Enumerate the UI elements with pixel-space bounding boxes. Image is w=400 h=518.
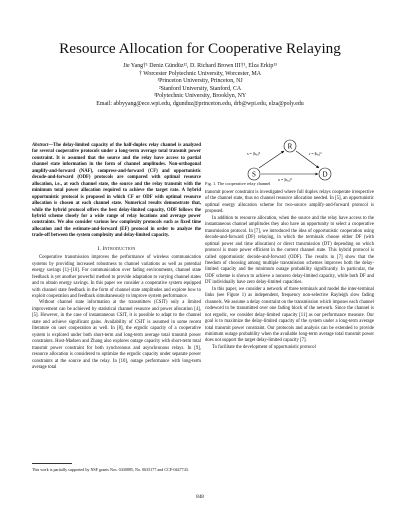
abstract — [32, 143, 201, 240]
left-column — [32, 143, 201, 371]
link-label-rd: r = |hᵣₐ|² — [309, 151, 322, 156]
paper-title: Resource Allocation for Cooperative Relaying — [59, 40, 341, 57]
cooperative-relay-figure — [205, 138, 374, 182]
relay-node-label: R — [287, 142, 293, 151]
source-node-label: S — [252, 170, 256, 179]
abstract-text: —The delay-limited capacity of the half-duplex relay channel is analyzed for several cooperative protocols under a long-term average total transmit power constraint. It is assumed that the source and the relay have access to partial channel state information in the form of channel amplitudes. Non-orthogonal amplify-and-forward (NAF), compress-and-forward (CF) and opportunistic decode-and-forward (ODF) protocols are compared with optimal resource allocation, i.e., at each channel state, the source and the relay transmit with the minimum total power allocation required to achieve the target rate. A hybrid opportunistic protocol is proposed in which CF or ODF with optimal resource allocation is chosen at each channel state. Numerical results demonstrate that, while the hybrid protocol offers the best delay-limited capacity, ODF follows the hybrid scheme closely for a wide range of relay locations and average power constraints. We also consider various low complexity protocols such as fixed time allocation and the estimate-and-forward (EF) protocol in order to analyze the trade-off between the system complexity and delay-limited capacity. — [32, 143, 201, 239]
abstract-label: Abstract — [32, 143, 49, 148]
affiliation-2: ¹Princeton University, Princeton, NJ — [157, 78, 243, 85]
author-block — [20, 63, 380, 109]
intro-paragraph: Cooperative transmission improves the performance of wireless communication systems by providing increased robustness to channel variations as well as potential energy savings [1]–[10]. For communication over fading environments, channel state feedback is yet another powerful method to provide adaptation to varying channel states and to obtain energy savings. In this paper we consider a cooperative system equipped with channel state feedback in the form of channel state amplitudes and explore how to exploit cooperation and feedback simultaneously to improve system performance. — [32, 255, 201, 299]
author-emails: Email: abbyyang@ece.wpi.edu, dgunduz@princeton.edu, drb@wpi.edu, elza@poly.edu — [96, 100, 304, 107]
link-label-sr: s = |hₛᵣ|² — [247, 151, 261, 156]
affiliation-1: † Worcester Polytechnic University, Worcester, MA — [138, 70, 262, 77]
affiliation-4: ³Polytechnic University, Brooklyn, NY — [153, 93, 247, 100]
affiliation-3: ²Stanford University, Stanford, CA — [158, 85, 242, 92]
figure-caption: Fig. 1. The cooperative relay channel — [205, 181, 271, 186]
section-heading-introduction: I. Introduction — [97, 245, 136, 252]
body-paragraph: transmit power constraint is investigated where full duplex relays cooperate irrespective of the channel state, thus no channel resource allocation needed. In [5], an opportunistic optimal energy allocation scheme for two-source amplify-and-forward protocol is proposed. — [205, 190, 374, 215]
link-label-sd: x = |hₛₐ|² — [278, 177, 292, 182]
body-paragraph: In this paper, we consider a network of three terminals and model the inter-terminal links (see Figure 1) as independent, frequency non-selective Rayleigh slow fading channels. We assume a delay constraint on the transmission which imposes each channel codeword to be transmitted over one fading block of the network. Since the channel is not ergodic, we consider delay-limited capacity [11] as our performance measure. Our goal is to maximize the delay-limited capacity of the system under a long-term average total transmit power constraint. Our protocols and analysis can be extended to provide minimum outage probability when the available long-term average total transmit power does not support the target delay-limited capacity [7]. — [205, 286, 374, 344]
right-column — [205, 190, 374, 351]
intro-paragraph: Without channel state information at the transmitters (CSIT) only a limited improvement can be achieved by statistical channel resource and power allocation [4], [5]. However, in the case of instantaneous CSIT, it is possible to adapt to the channel state and achieve significant gains. Availability of CSIT is assumed in some recent literature on user cooperation as well. In [8], the ergodic capacity of a cooperative system is explored under both short-term and long-term average total transmit power constraints. Host-Madsen and Zhang also explores outage capacity with short-term total transmit power constraint for both synchronous and asynchronous relays. In [9], resource allocation is considered to optimize the ergodic capacity under separate power constraints at the source and the relay. In [10], outage performance with long-term average total — [32, 300, 201, 370]
body-paragraph: To facilitate the development of opportunistic protocol — [212, 344, 316, 350]
footnote-rule — [32, 463, 72, 464]
destination-node-label: D — [322, 170, 328, 179]
footnote: This work is partially supported by NSF grants Nos. 0430885, No. 0635177 and CCF-0447743. — [32, 467, 189, 472]
body-paragraph: In addition to resource allocation, when the source and the relay have access to the instantaneous channel amplitudes they also have an opportunity to select a cooperative transmission protocol. In [7], we introduced the idea of opportunistic cooperation using decode-and-forward (DF) relaying, in which the terminals choose either DF (with optimal power and time allocation) or direct transmission (DT) depending on which protocol is more power efficient in the current channel state. This hybrid protocol is called opportunistic decode-and-forward (ODF). The results in [7] show that the freedom of choosing among multiple transmission schemes improves both the delay-limited capacity and the minimum outage probability significantly. In particular, the ODF scheme is shown to achieve a nonzero delay-limited capacity, while both DF and DT individually have zero delay-limited capacities. — [205, 215, 374, 286]
link-source-relay — [259, 151, 284, 168]
author-names: Jie Yang†¹ Deniz Gündüz¹², D. Richard Brown III†¹, Elza Erkip¹³ — [123, 63, 277, 69]
page-number: 848 — [196, 494, 204, 500]
